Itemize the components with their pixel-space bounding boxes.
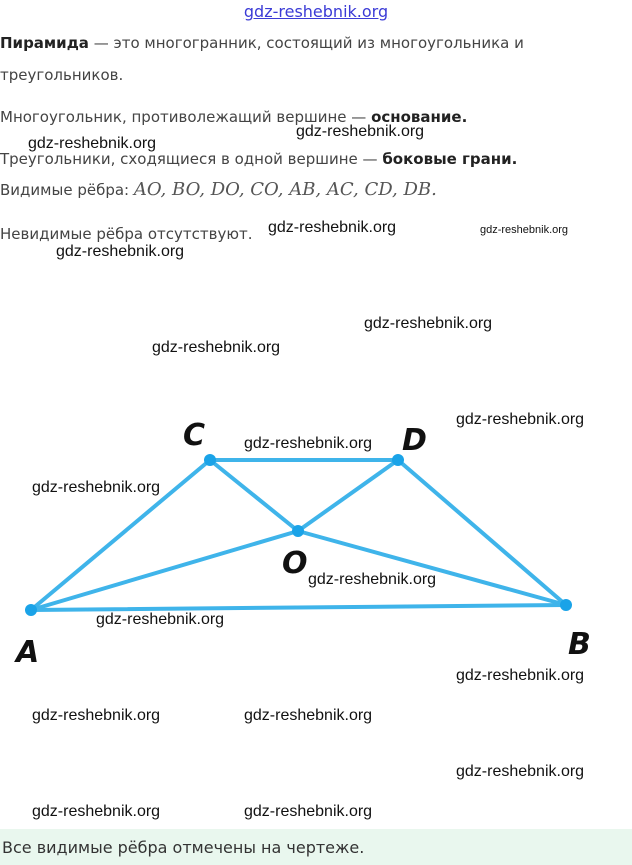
base-term: основание.	[371, 108, 468, 126]
base-text: Многоугольник, противолежащий вершине —	[0, 108, 372, 126]
point-b	[560, 599, 572, 611]
point-c	[204, 454, 216, 466]
watermark: gdz-reshebnik.org	[268, 219, 397, 236]
faces-term: боковые грани.	[382, 150, 518, 168]
edge-ao	[31, 531, 298, 610]
point-o	[292, 525, 304, 537]
point-label-o: O	[282, 546, 308, 581]
watermark: gdz-reshebnik.org	[296, 123, 425, 140]
visible-edges-label: Видимые рёбра:	[0, 181, 134, 199]
edge-do	[298, 460, 398, 531]
definition-text: — это многогранник, состоящий из многоугольника и	[88, 34, 524, 52]
point-label-d: D	[402, 423, 427, 458]
invisible-edges-line: Невидимые рёбра отсутствуют.	[0, 225, 253, 243]
edge-co	[210, 460, 298, 531]
watermark: gdz-reshebnik.org	[244, 803, 373, 820]
watermark: gdz-reshebnik.org	[32, 479, 161, 496]
watermark: gdz-reshebnik.org	[96, 611, 225, 628]
watermark: gdz-reshebnik.org	[28, 135, 157, 152]
edge-ab	[31, 605, 566, 610]
diagram-labels	[14, 418, 591, 670]
watermark: gdz-reshebnik.org	[32, 707, 161, 724]
point-a	[25, 604, 37, 616]
footer-text: Все видимые рёбра отмечены на чертеже.	[2, 838, 365, 857]
watermark: gdz-reshebnik.org	[56, 243, 185, 260]
watermark: gdz-reshebnik.org	[456, 411, 585, 428]
watermark: gdz-reshebnik.org	[480, 224, 569, 236]
watermark: gdz-reshebnik.org	[244, 435, 373, 452]
watermark: gdz-reshebnik.org	[456, 763, 585, 780]
site-link[interactable]: gdz-reshebnik.org	[243, 2, 389, 21]
watermark: gdz-reshebnik.org	[244, 707, 373, 724]
watermark: gdz-reshebnik.org	[364, 315, 493, 332]
watermark: gdz-reshebnik.org	[456, 667, 585, 684]
faces-text: Треугольники, сходящиеся в одной вершине —	[0, 150, 383, 168]
watermark: gdz-reshebnik.org	[152, 339, 281, 356]
definition-line-2: треугольников.	[0, 66, 124, 84]
watermark: gdz-reshebnik.org	[32, 803, 161, 820]
watermark: gdz-reshebnik.org	[308, 571, 437, 588]
point-label-c: C	[183, 418, 206, 453]
point-label-a: A	[16, 635, 40, 670]
visible-edges-list: AO, BO, DO, CO, AB, AC, CD, DB.	[133, 179, 437, 200]
point-label-b: B	[568, 627, 591, 662]
definition-term: Пирамида	[0, 34, 89, 52]
